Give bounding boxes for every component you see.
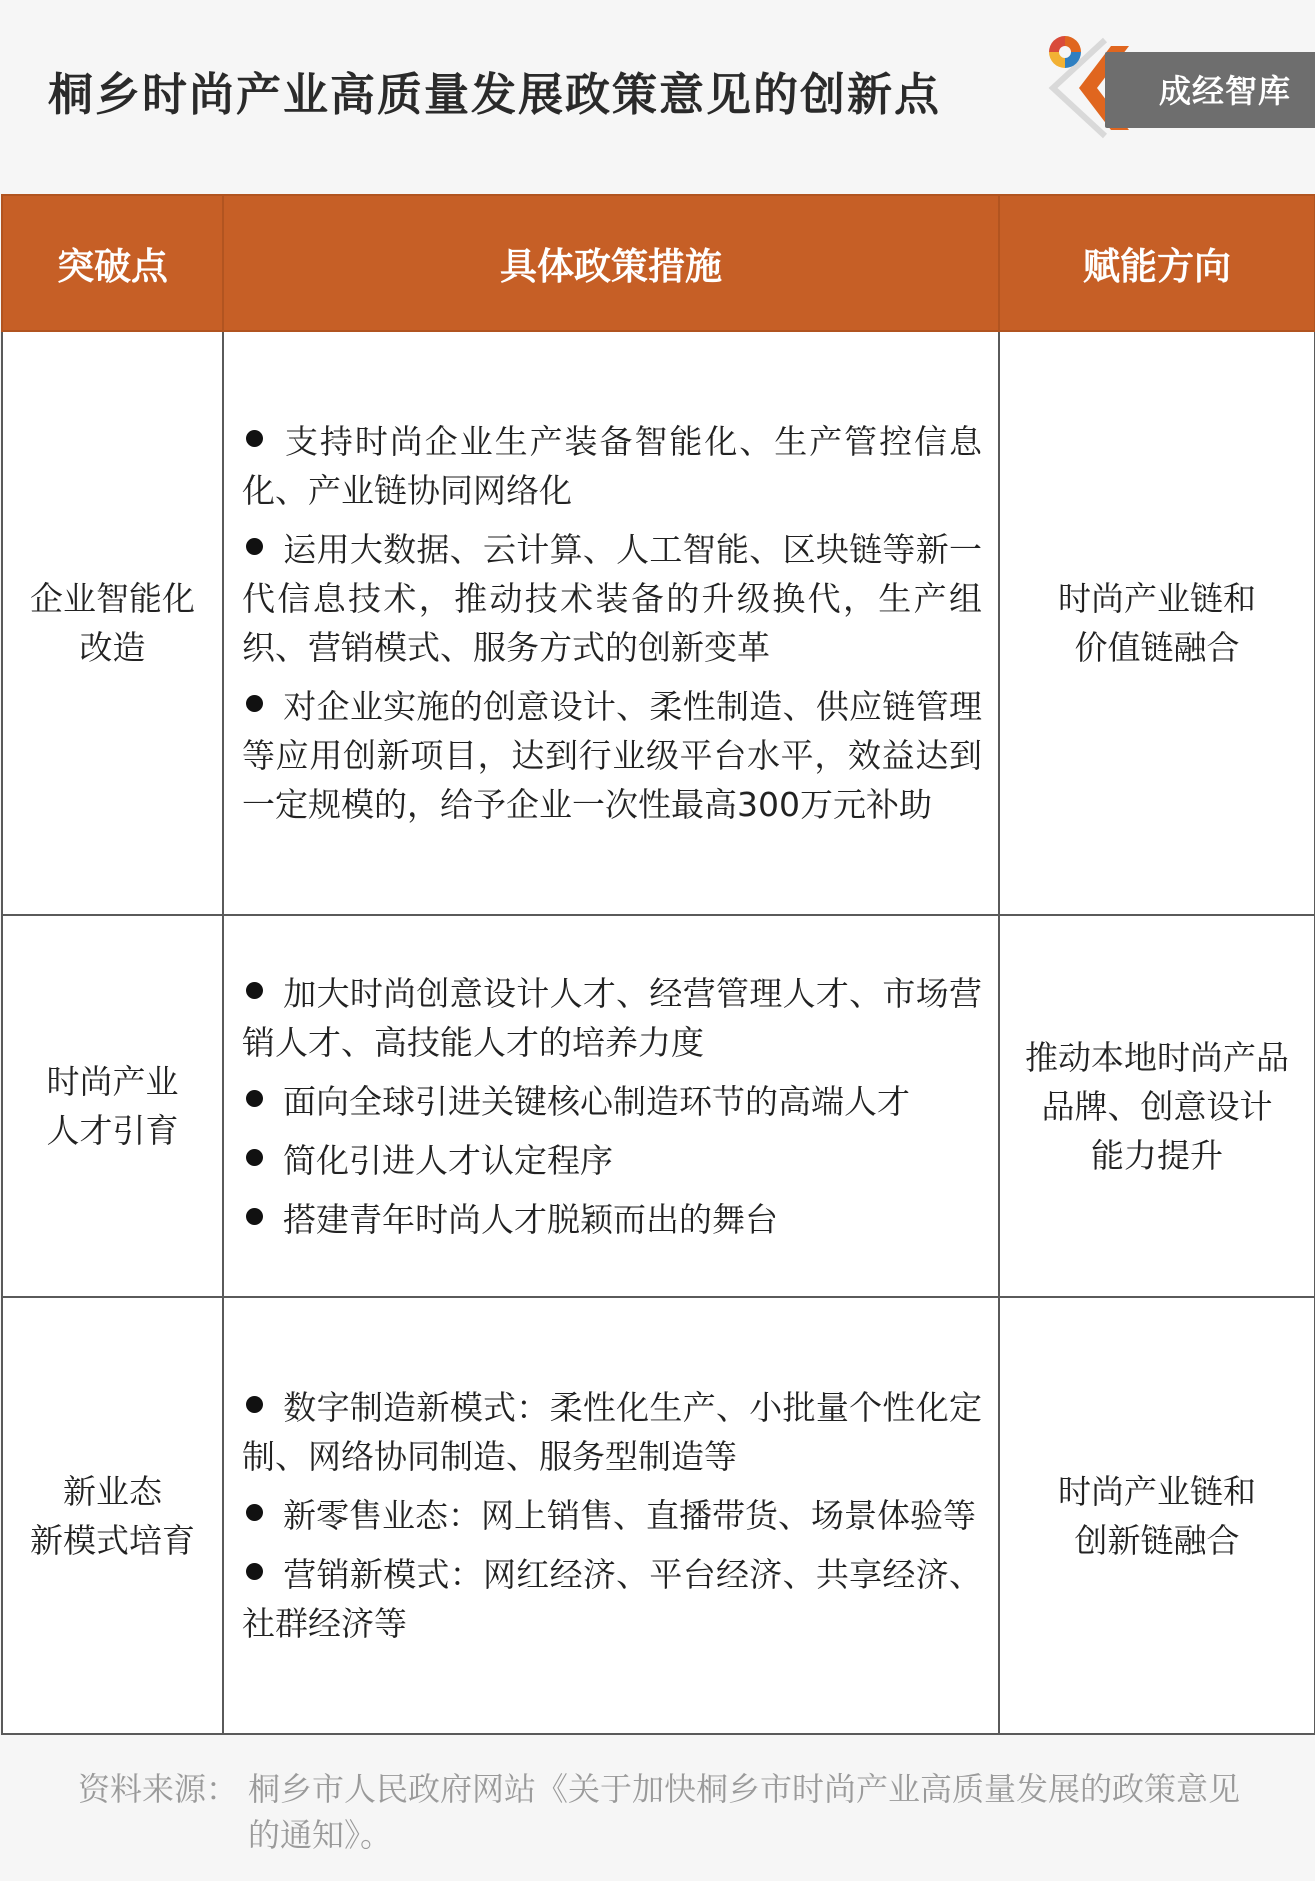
category-line: 新模式培育 xyxy=(30,1520,195,1560)
measure-item xyxy=(242,1550,982,1648)
category-cell xyxy=(2,915,223,1297)
bullet-icon xyxy=(246,1208,263,1225)
direction-cell xyxy=(999,1297,1315,1734)
direction-line: 价值链融合 xyxy=(1074,628,1240,667)
category-line: 改造 xyxy=(79,628,146,667)
direction-line: 能力提升 xyxy=(1091,1135,1223,1175)
category-cell xyxy=(2,1297,223,1734)
policy-table xyxy=(1,194,1315,1735)
measure-item xyxy=(242,1491,982,1540)
table-row xyxy=(2,915,1315,1297)
direction-line: 时尚产业链和 xyxy=(1058,579,1256,618)
measures-cell xyxy=(223,1297,999,1734)
measure-text: 搭建青年时尚人才脱颖而出的舞台 xyxy=(283,1199,778,1239)
measure-item xyxy=(242,417,982,515)
table-row xyxy=(2,1297,1315,1734)
measure-text: 对企业实施的创意设计、柔性制造、供应链管理等应用创新项目，达到行业级平台水平，效益达到一定规模的，给予企业一次性最高300万元补助 xyxy=(242,687,982,824)
measure-item xyxy=(242,1077,982,1126)
bullet-icon xyxy=(246,538,263,555)
category-line: 人才引育 xyxy=(46,1111,179,1150)
bullet-icon xyxy=(246,1563,263,1580)
measure-item xyxy=(242,969,982,1067)
brand-logo-icon xyxy=(1045,32,1085,72)
brand-badge xyxy=(1045,32,1315,144)
direction-cell xyxy=(999,331,1315,915)
source-footer xyxy=(0,1735,1315,1881)
bullet-icon xyxy=(246,1090,263,1107)
table-row xyxy=(2,331,1315,915)
direction-line: 创新链融合 xyxy=(1074,1520,1240,1560)
bullet-icon xyxy=(246,982,263,999)
bullet-icon xyxy=(246,695,263,712)
direction-cell xyxy=(999,915,1315,1297)
category-cell xyxy=(2,331,223,915)
measures-cell xyxy=(223,331,999,915)
direction-line: 时尚产业链和 xyxy=(1058,1471,1256,1511)
measure-text: 加大时尚创意设计人才、经营管理人才、市场营销人才、高技能人才的培养力度 xyxy=(242,973,982,1062)
column-header-measures: 具体政策措施 xyxy=(223,195,999,331)
source-text: 桐乡市人民政府网站《关于加快桐乡市时尚产业高质量发展的政策意见的通知》。 xyxy=(248,1770,1241,1854)
column-header-direction: 赋能方向 xyxy=(999,195,1315,331)
measure-text: 数字制造新模式：柔性化生产、小批量个性化定制、网络协同制造、服务型制造等 xyxy=(242,1388,982,1476)
page-title: 桐乡时尚产业高质量发展政策意见的创新点 xyxy=(48,68,942,121)
direction-line: 推动本地时尚产品 xyxy=(1025,1037,1289,1077)
measure-text: 运用大数据、云计算、人工智能、区块链等新一代信息技术，推动技术装备的升级换代，生产组织、营销模式、服务方式的创新变革 xyxy=(242,530,982,667)
measure-item xyxy=(242,1136,982,1185)
direction-line: 品牌、创意设计 xyxy=(1041,1086,1273,1126)
measure-text: 营销新模式：网红经济、平台经济、共享经济、社群经济等 xyxy=(242,1555,982,1643)
measure-text: 简化引进人才认定程序 xyxy=(283,1140,613,1180)
measures-cell xyxy=(223,915,999,1297)
bullet-icon xyxy=(246,1149,263,1166)
measure-text: 支持时尚企业生产装备智能化、生产管控信息化、产业链协同网络化 xyxy=(242,422,982,510)
bullet-icon xyxy=(246,430,263,447)
source-label: 资料来源： xyxy=(78,1770,239,1808)
table-header-row xyxy=(2,195,1315,331)
bullet-icon xyxy=(246,1504,263,1521)
column-header-breakthrough: 突破点 xyxy=(2,195,223,331)
measure-text: 面向全球引进关键核心制造环节的高端人才 xyxy=(283,1081,910,1121)
measure-item xyxy=(242,1195,982,1244)
measure-item xyxy=(242,682,982,829)
category-line: 时尚产业 xyxy=(46,1062,179,1101)
measure-text: 新零售业态：网上销售、直播带货、场景体验等 xyxy=(283,1496,976,1535)
measure-item xyxy=(242,1383,982,1481)
page-header xyxy=(0,0,1315,195)
brand-name: 成经智库 xyxy=(1159,72,1292,110)
category-line: 新业态 xyxy=(63,1471,162,1511)
category-line: 企业智能化 xyxy=(30,579,195,618)
measure-item xyxy=(242,525,982,672)
bullet-icon xyxy=(246,1396,263,1413)
